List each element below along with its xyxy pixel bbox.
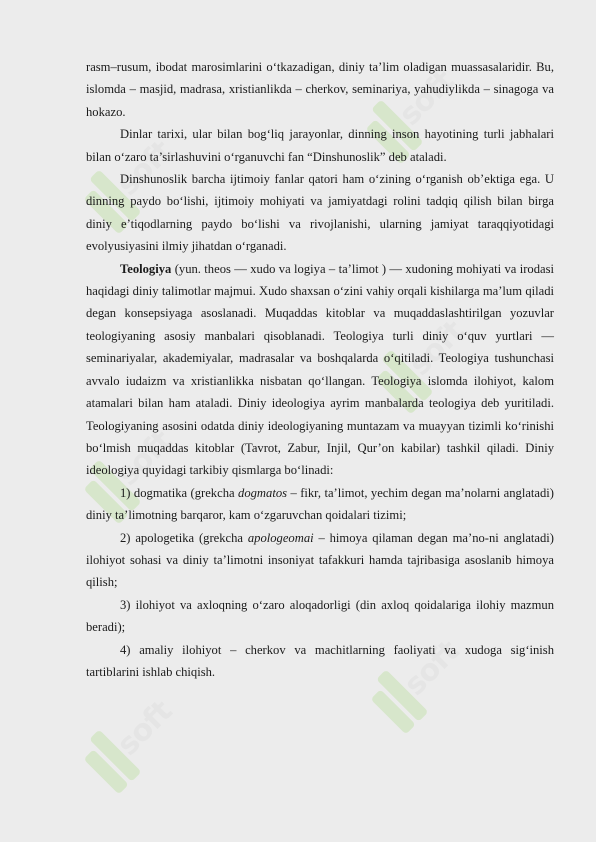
paragraph: Dinshunoslik barcha ijtimoiy fanlar qatori ham o‘zining o‘rganish ob’ektiga ega. U dinning paydo bo‘lishi, ijtimoiy mohiyati va jamiyatdagi rolini tadqiq qilish bilan birga diniy e’tiqodlarning paydo bo‘lishi va rivojlanishi, ularning jamiyat taraqqiyotidagi evolyusiyasini ilmiy jihatdan o‘rganadi. — [86, 172, 554, 254]
watermark-logo — [76, 688, 189, 801]
watermark-text: soft — [397, 634, 466, 703]
watermark-text: soft — [110, 424, 179, 493]
watermark-text: soft — [110, 134, 179, 203]
text: 2) apologetika (grekcha — [120, 530, 248, 545]
paragraph: rasm–rusum, ibodat marosimlarini o‘tkazadigan, diniy ta’lim oladigan muassasalaridir. Bu, islomda – masjid, madrasa, xristianlikda – cherkov, seminariya, yahudiylikda – sinagoga va hokazo. — [86, 60, 554, 119]
text: – himoya qilaman degan ma’no-ni anglatadi) ilohiyot sohasi va diniy ta’limotni insoniyat tafakkuri hamda tajribasiga asoslanib himoya qilish; — [86, 530, 554, 590]
list-item-apologetika — [86, 527, 554, 594]
list-item-amaliy: 4) amaliy ilohiyot – cherkov va machitlarning faoliyati va xudoga sig‘inish tartiblarini ishlab chiqish. — [86, 642, 554, 679]
term-italic: apologeomai — [247, 530, 314, 545]
term-italic: dogmatos — [238, 485, 288, 500]
text: 1) dogmatika (grekcha — [120, 485, 239, 500]
text: – fikr, ta’limot, yechim degan ma’nolarni anglatadi) diniy ta’limotning barqaror, kam o‘zgaruvchan qoidalari tizimi; — [86, 485, 554, 523]
watermark-text: soft — [110, 694, 179, 763]
paragraph-text: (yun. theos — xudo va logiya – ta’limot ) — xudoning mohiyati va irodasi haqidagi diniy talimotlar majmui. Xudo shaxsan o‘zini vahiy orqali kishilarga ma’lum qiladi degan konsepsiyaga asoslanadi. Muqaddas kitoblar va muqaddaslashtirilgan yozuvlar teologiyaning asosiy manbalari qisoblanadi. Teologiya turli diniy o‘quv yurtlari — seminariyalar, akademiyalar, madrasalar va boshqalarda o‘qitiladi. Teologiya tushunchasi avvalo iudaizm va xristianlikka nisbatan qo‘llangan. Teologiya islomda ilohiyot, kalom atamalari bilan ham ataladi. Diniy ideologiya ayrim manbalarda teologiya deb yuritiladi. Teologiyaning asosini odatda diniy ideologiyaning muntazam va muayyan tizimli ko‘rinishi bo‘lmish muqaddas kitoblar (Tavrot, Zabur, Injil, Qur’on kabilar) tashkil qiladi. Diniy ideologiya quyidagi tarkibiy qismlarga bo‘linadi: — [86, 261, 554, 478]
list-item-ilohiyot: 3) ilohiyot va axloqning o‘zaro aloqadorligi (din axloq qoidalariga ilohiy mazmun beradi); — [86, 597, 554, 635]
list-item-dogmatika — [86, 482, 554, 527]
term-bold: Teologiya — [120, 261, 172, 276]
paragraph-teologiya — [86, 258, 554, 482]
watermark-text: soft — [402, 314, 471, 383]
watermark-text: soft — [392, 64, 461, 133]
paragraph: Dinlar tarixi, ular bilan bog‘liq jarayonlar, dinning inson hayotining turli jabhalari bilan o‘zaro ta’sirlashuvini o‘rganuvchi fan “Dinshunoslik” deb ataladi. — [86, 127, 554, 164]
document-body — [86, 56, 554, 683]
